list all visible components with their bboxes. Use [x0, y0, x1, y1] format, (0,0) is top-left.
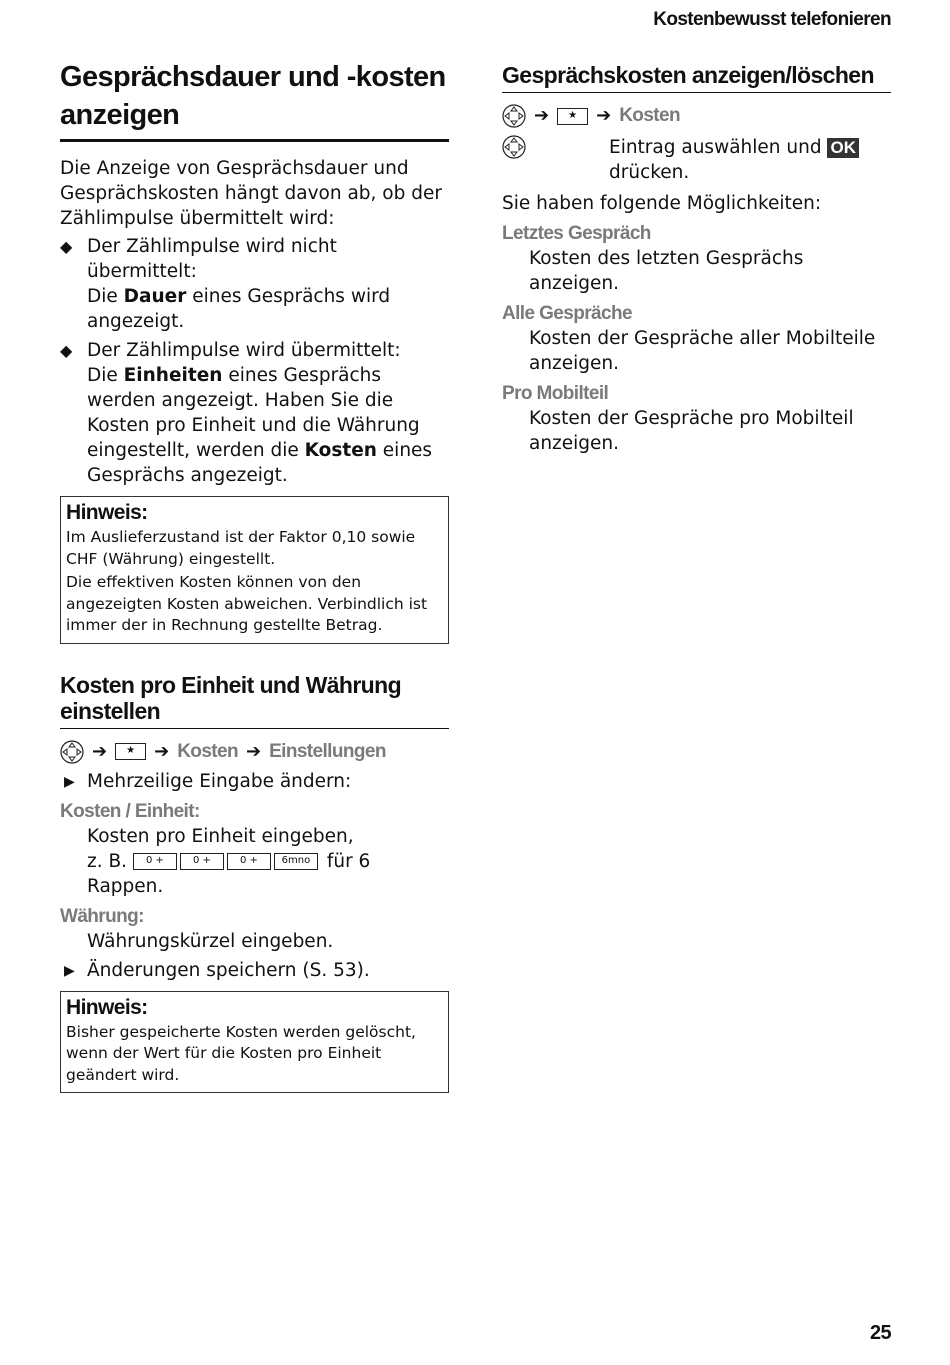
field-label-waehrung: Währung:: [60, 905, 144, 927]
bold-term: Einheiten: [123, 365, 223, 386]
navigation-key-icon: [502, 104, 526, 128]
section-title-unit-cost: Kosten pro Einheit und Währung einstellen: [60, 672, 449, 729]
list-item: ◆ Der Zählimpulse wird übermittelt: Die Einheiten eines Gesprächs werden angezeigt. Haben Sie die Kosten pro Einheit und die Währung eingestellt, werden die Kosten eines Gesprächs angezeigt.: [60, 340, 433, 486]
option-label-alle-gespraeche: Alle Gespräche: [502, 303, 632, 324]
bold-term: Kosten: [304, 440, 377, 461]
option-description: Kosten der Gespräche aller Mobilteile anzeigen.: [529, 328, 876, 374]
intro-paragraph: Die Anzeige von Gesprächsdauer und Gesprächskosten hängt davon ab, ob der Zählimpulse übermittelt wird:: [60, 158, 442, 229]
keypad-key-icon: 0 +: [227, 853, 271, 870]
arrow-right-icon: ➔: [596, 105, 612, 126]
field-label-kosten-einheit: Kosten / Einheit:: [60, 800, 200, 822]
list-item: ◆ Der Zählimpulse wird nicht übermittelt: Die Dauer eines Gesprächs wird angezeigt.: [60, 236, 391, 332]
running-header: Kostenbewusst telefonieren: [653, 9, 891, 30]
page-number: 25: [869, 1322, 891, 1344]
bold-term: Dauer: [123, 286, 187, 307]
field-description: Währungskürzel eingeben.: [87, 930, 334, 952]
arrow-right-icon: ➔: [245, 740, 262, 762]
triangle-step-icon: ▶: [64, 962, 75, 979]
star-key-icon: ★: [557, 108, 588, 125]
option-label-letztes-gespraech: Letztes Gespräch: [502, 223, 651, 244]
menu-item-kosten: Kosten: [177, 740, 238, 762]
option-description: Kosten der Gespräche pro Mobilteil anzeigen.: [529, 408, 854, 454]
keypad-key-icon: 0 +: [133, 853, 177, 870]
note-box: [60, 496, 449, 644]
right-column: [502, 62, 891, 456]
bullet-list: [60, 234, 449, 488]
selection-step: Eintrag auswählen und OK drücken.: [502, 135, 891, 185]
option-description: Kosten des letzten Gesprächs anzeigen.: [529, 248, 804, 294]
section-title-duration-costs: Gesprächsdauer und -kosten anzeigen: [60, 58, 449, 142]
arrow-right-icon: ➔: [534, 105, 550, 126]
diamond-bullet-icon: ◆: [60, 237, 73, 256]
arrow-right-icon: ➔: [154, 740, 170, 762]
star-key-icon: ★: [115, 743, 146, 760]
navigation-key-icon: [60, 740, 84, 764]
note-title: Hinweis:: [66, 501, 148, 524]
note-text: Die effektiven Kosten können von den angezeigten Kosten abweichen. Verbindlich ist immer der in Rechnung gestellte Betrag.: [66, 573, 428, 634]
option-label-pro-mobilteil: Pro Mobilteil: [502, 383, 609, 404]
note-text: Im Auslieferzustand ist der Faktor 0,10 sowie CHF (Währung) eingestellt.: [66, 528, 416, 568]
note-text: Bisher gespeicherte Kosten werden gelöscht, wenn der Wert für die Kosten pro Einheit geändert wird.: [66, 1022, 416, 1084]
instruction-step: ▶ Änderungen speichern (S. 53).: [60, 958, 449, 983]
note-box: [60, 991, 449, 1094]
navigation-key-icon: [502, 135, 526, 159]
instruction-step: ▶ Mehrzeilige Eingabe ändern:: [60, 769, 449, 794]
triangle-step-icon: ▶: [64, 773, 75, 790]
menu-item-kosten: Kosten: [619, 105, 680, 126]
options-list: [502, 222, 891, 456]
field-description: Kosten pro Einheit eingeben, z. B. 0 + 0 + 0 + 6mno für 6 Rappen.: [87, 825, 371, 897]
section-title-show-delete: Gesprächskosten anzeigen/löschen: [502, 62, 891, 93]
ok-key-icon: OK: [827, 138, 859, 158]
arrow-right-icon: ➔: [92, 740, 108, 762]
left-column: [60, 58, 449, 1093]
menu-item-einstellungen: Einstellungen: [269, 740, 386, 762]
diamond-bullet-icon: ◆: [60, 341, 73, 360]
options-intro: Sie haben folgende Möglichkeiten:: [502, 193, 822, 214]
menu-path: [502, 103, 891, 129]
keypad-key-icon: 6mno: [274, 853, 318, 870]
menu-path: [60, 739, 449, 765]
note-title: Hinweis:: [66, 995, 148, 1019]
keypad-key-icon: 0 +: [180, 853, 224, 870]
